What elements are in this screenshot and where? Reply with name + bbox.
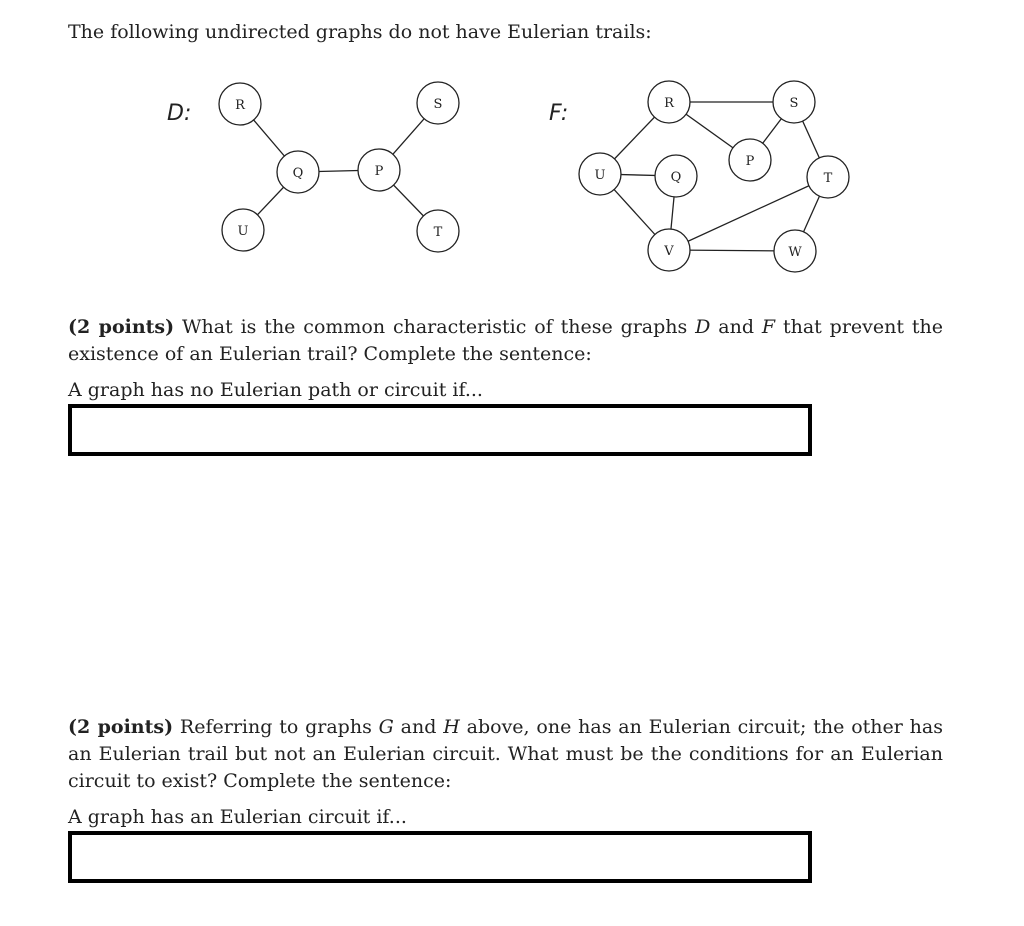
vertex-d-r-label: R (235, 98, 245, 113)
graph-f-edges (600, 102, 828, 251)
question-1-points: (2 points) (68, 316, 175, 338)
graph-d-colon: : (183, 101, 192, 126)
question-1-text-a: What is the common characteristic of these graphs (174, 316, 696, 338)
vertex-d-s (417, 82, 459, 124)
vertex-f-u (579, 153, 621, 195)
vertex-d-u-label: U (237, 224, 249, 239)
vertex-d-q (277, 151, 319, 193)
question-1-prompt: A graph has no Eulerian path or circuit if... (68, 379, 483, 401)
answer-2-input[interactable] (68, 831, 812, 883)
vertex-f-p (729, 139, 771, 181)
graphs-figure (0, 0, 1024, 300)
question-2-text-b: and (393, 716, 444, 738)
question-1-var-f: F (761, 316, 776, 338)
graph-f-name: F (549, 101, 561, 126)
question-2-text-c: above, one has an Eulerian circuit; the other has an Eulerian trail but not an Eulerian circuit. What must be the conditions for an Eulerian circuit to exist? Complete the sentence: (68, 716, 944, 792)
vertex-f-s-label: S (789, 96, 799, 111)
question-1-var-d: D (695, 316, 711, 338)
vertex-f-q-label: Q (670, 170, 682, 185)
graph-d-edges (240, 103, 438, 231)
question-2-points: (2 points) (68, 716, 174, 738)
vertex-f-t-label: T (823, 171, 833, 186)
vertex-f-u-label: U (594, 168, 606, 183)
vertex-f-w (774, 230, 816, 272)
vertex-d-q-label: Q (292, 166, 304, 181)
graph-f-colon: : (560, 101, 569, 126)
vertex-f-v-label: V (664, 244, 674, 259)
vertex-d-t-label: T (433, 225, 443, 240)
vertex-f-v (648, 229, 690, 271)
graph-d-name: D (167, 101, 184, 126)
vertex-d-t (417, 210, 459, 252)
question-2-text-a: Referring to graphs (173, 716, 379, 738)
vertex-d-p-label: P (374, 164, 384, 179)
vertex-f-t (807, 156, 849, 198)
graph-d-vertices (219, 82, 459, 252)
intro-text: The following undirected graphs do not have Eulerian trails: (68, 21, 652, 43)
vertex-f-r (648, 81, 690, 123)
graph-f-vertices (579, 81, 849, 272)
question-2-var-h: H (443, 716, 460, 738)
vertex-d-r (219, 83, 261, 125)
vertex-f-q (655, 155, 697, 197)
question-2-var-g: G (378, 716, 394, 738)
vertex-f-p-label: P (745, 154, 755, 169)
answer-1-input[interactable] (68, 404, 812, 456)
question-2-prompt: A graph has an Eulerian circuit if... (68, 806, 407, 828)
question-1-text-b: and (710, 316, 762, 338)
question-1-text (68, 314, 943, 368)
vertex-f-r-label: R (664, 96, 674, 111)
vertex-f-s (773, 81, 815, 123)
vertex-d-s-label: S (433, 97, 443, 112)
vertex-f-w-label: W (788, 245, 802, 260)
question-2-text (68, 714, 943, 795)
vertex-d-u (222, 209, 264, 251)
vertex-d-p (358, 149, 400, 191)
question-1-text-c: that prevent the existence of an Eulerian trail? Complete the sentence: (68, 316, 943, 365)
